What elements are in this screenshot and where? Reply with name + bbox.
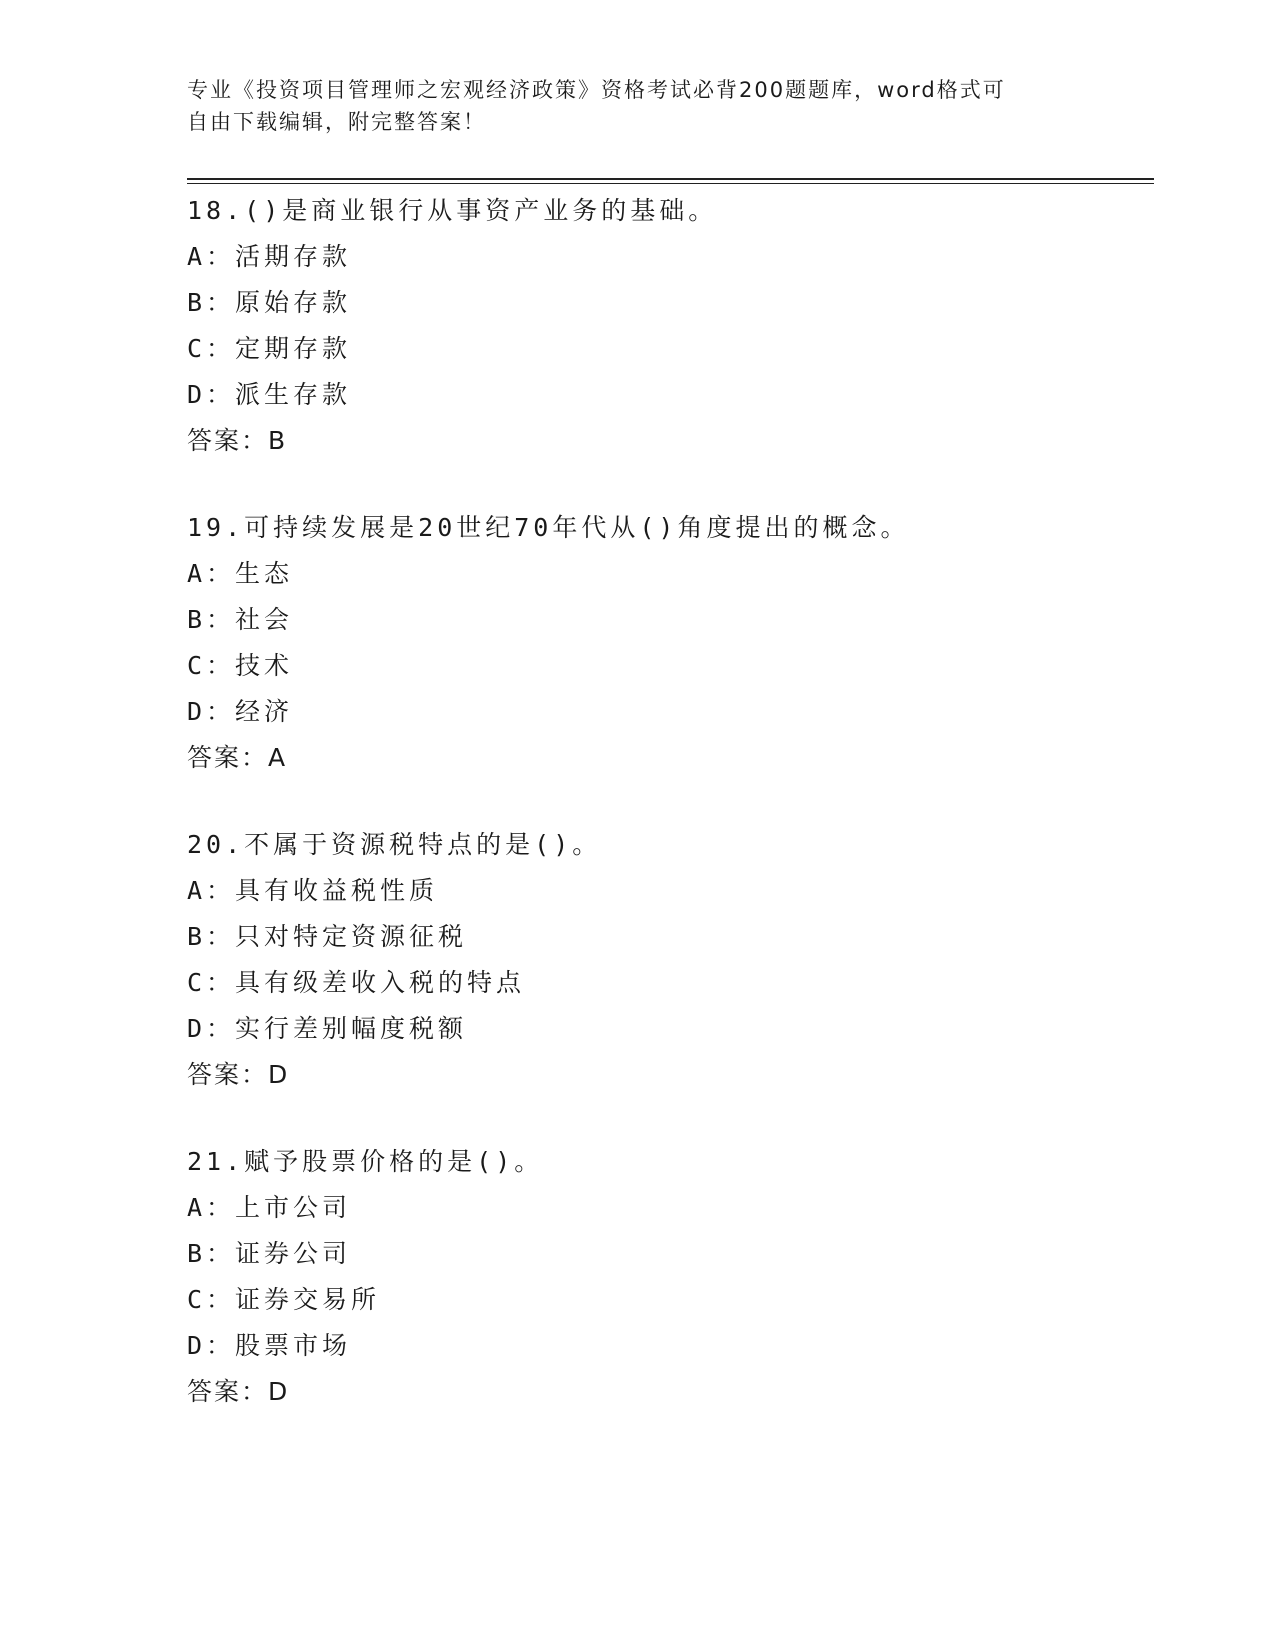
question-list [187, 188, 1147, 1456]
document-header [187, 74, 1067, 138]
option-b: B：证券公司 [187, 1239, 352, 1268]
header-line-1: 专业《投资项目管理师之宏观经济政策》资格考试必背200题题库，word格式可 [187, 78, 1006, 102]
header-line-2: 自由下载编辑，附完整答案！ [187, 110, 486, 134]
option-a: A：上市公司 [187, 1193, 352, 1222]
option-b: B：社会 [187, 605, 294, 634]
answer-key: 答案：D [187, 1060, 290, 1089]
option-c: C：证券交易所 [187, 1285, 381, 1314]
answer-key: 答案：D [187, 1377, 290, 1406]
option-c: C：具有级差收入税的特点 [187, 968, 526, 997]
question-stem: 18.()是商业银行从事资产业务的基础。 [187, 196, 718, 225]
question-21 [187, 1139, 1147, 1415]
option-c: C：定期存款 [187, 334, 352, 363]
question-stem: 20.不属于资源税特点的是()。 [187, 830, 602, 859]
answer-key: 答案：B [187, 426, 288, 455]
option-b: B：只对特定资源征税 [187, 922, 468, 951]
question-19 [187, 505, 1147, 781]
option-d: D：股票市场 [187, 1331, 352, 1360]
header-divider-thin [187, 183, 1154, 184]
question-20 [187, 822, 1147, 1098]
question-18 [187, 188, 1147, 464]
question-stem: 19.可持续发展是20世纪70年代从()角度提出的概念。 [187, 513, 910, 542]
answer-key: 答案：A [187, 743, 288, 772]
option-d: D：经济 [187, 697, 294, 726]
option-d: D：实行差别幅度税额 [187, 1014, 468, 1043]
option-a: A：具有收益税性质 [187, 876, 439, 905]
option-a: A：活期存款 [187, 242, 352, 271]
option-d: D：派生存款 [187, 380, 352, 409]
option-c: C：技术 [187, 651, 294, 680]
option-b: B：原始存款 [187, 288, 352, 317]
question-stem: 21.赋予股票价格的是()。 [187, 1147, 544, 1176]
option-a: A：生态 [187, 559, 294, 588]
header-divider-thick [187, 178, 1154, 180]
